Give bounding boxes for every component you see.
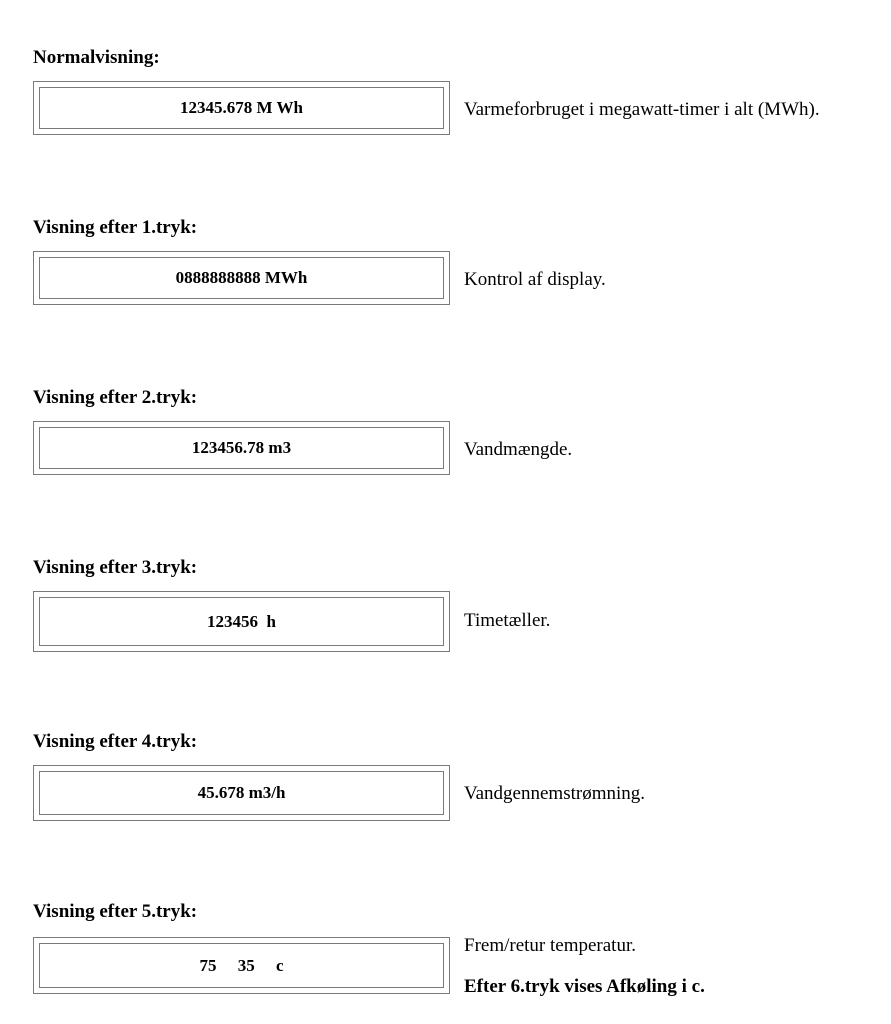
meter-display: [33, 421, 450, 475]
display-description: Kontrol af display.: [464, 269, 606, 290]
section-heading: Visning efter 5.tryk:: [33, 901, 198, 922]
meter-display-value: 12345.678 M Wh: [39, 87, 444, 129]
meter-display: [33, 765, 450, 821]
meter-display-value: 123456.78 m3: [39, 427, 444, 469]
section-heading: Visning efter 4.tryk:: [33, 731, 198, 752]
meter-display: [33, 591, 450, 652]
meter-display: [33, 937, 450, 994]
meter-display-value: 0888888888 MWh: [39, 257, 444, 299]
meter-display-value: 123456 h: [39, 597, 444, 646]
meter-display-value: 75 35 c: [39, 943, 444, 988]
section-heading: Normalvisning:: [33, 47, 160, 68]
meter-display-value: 45.678 m3/h: [39, 771, 444, 815]
section-heading: Visning efter 3.tryk:: [33, 557, 198, 578]
display-description: Vandgennemstrømning.: [464, 783, 646, 804]
display-description: Vandmængde.: [464, 439, 573, 460]
section-heading: Visning efter 2.tryk:: [33, 387, 198, 408]
section-heading: Visning efter 1.tryk:: [33, 217, 198, 238]
cooling-note: Efter 6.tryk vises Afkøling i c.: [464, 976, 705, 997]
display-description: Varmeforbruget i megawatt-timer i alt (MWh).: [464, 99, 820, 120]
meter-display: [33, 81, 450, 135]
meter-display: [33, 251, 450, 305]
display-description: Frem/retur temperatur.: [464, 935, 636, 956]
display-description: Timetæller.: [464, 610, 551, 631]
